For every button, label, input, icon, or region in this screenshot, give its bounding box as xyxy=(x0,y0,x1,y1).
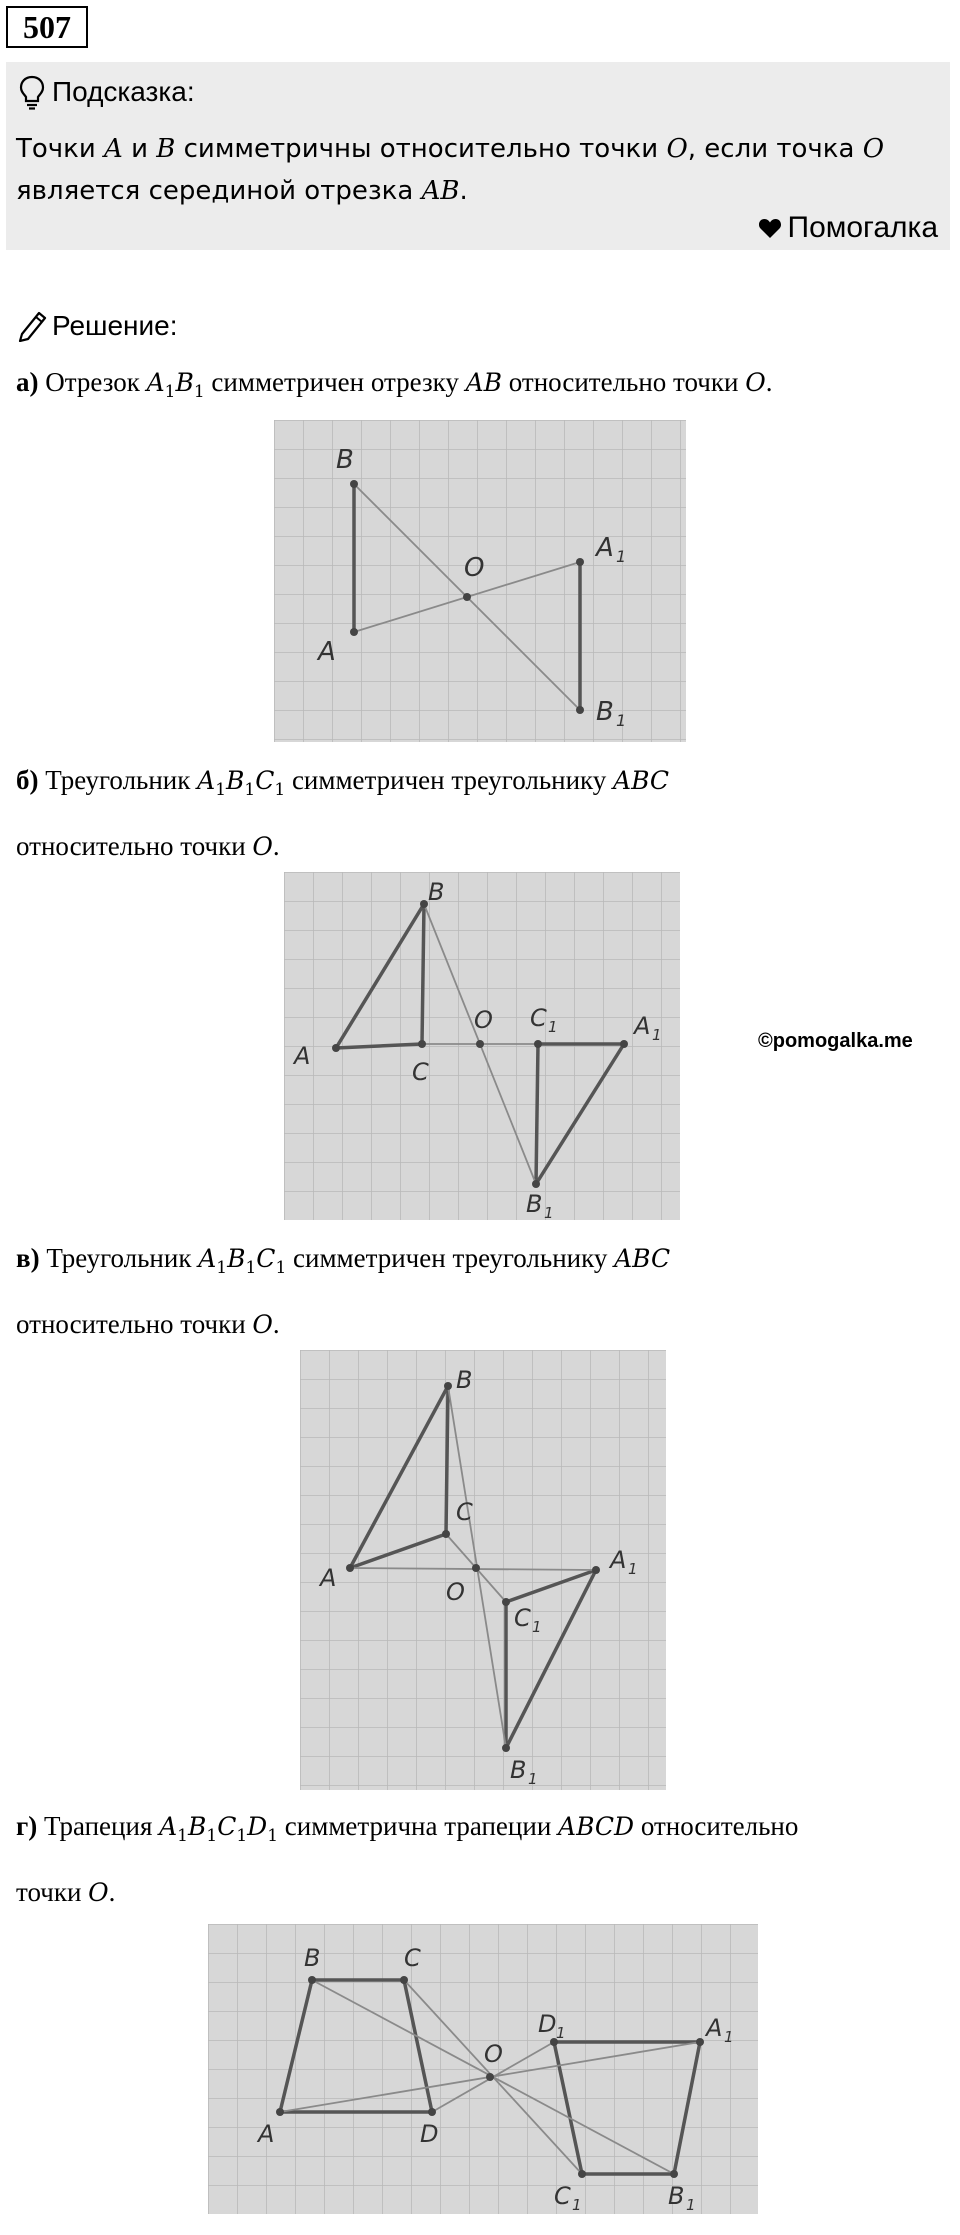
label-o: O xyxy=(474,1006,493,1034)
label-b: B xyxy=(304,1944,321,1972)
point-name: O xyxy=(745,368,766,397)
figure-name xyxy=(146,368,205,402)
part-a-letter: а) xyxy=(16,367,39,397)
part-text: симметричен треугольнику xyxy=(293,1243,608,1273)
subscript: 1 xyxy=(244,780,256,800)
label-b: B xyxy=(456,1366,473,1394)
subscript: 1 xyxy=(193,382,205,402)
hint-var: O xyxy=(666,134,688,164)
label-c1: C xyxy=(554,2182,571,2210)
var-c: C xyxy=(256,1244,276,1273)
point-b xyxy=(350,480,358,488)
point-o xyxy=(486,2073,494,2081)
var-a: A xyxy=(146,368,165,397)
subscript: 1 xyxy=(274,780,286,800)
subscript: 1 xyxy=(215,780,227,800)
label-b1-sub: 1 xyxy=(528,1770,538,1788)
label-a1: A xyxy=(706,2014,723,2042)
label-o: O xyxy=(484,2040,503,2068)
part-b-letter: б) xyxy=(16,765,39,795)
subscript: 1 xyxy=(206,1826,218,1846)
label-a: A xyxy=(294,1042,311,1070)
label-o: O xyxy=(464,553,485,583)
label-b1-sub: 1 xyxy=(686,2196,696,2214)
var-c: C xyxy=(255,766,275,795)
hint-text-part: , если точка xyxy=(687,134,863,164)
label-b: B xyxy=(336,445,354,475)
var-d: D xyxy=(247,1812,268,1841)
label-b1: B xyxy=(526,1190,543,1218)
figure-name: ABC xyxy=(614,1244,671,1273)
label-a: A xyxy=(258,2120,275,2148)
part-b-text xyxy=(16,752,946,875)
figure-g xyxy=(208,1924,758,2214)
figure-b xyxy=(284,872,680,1220)
part-text: относительно xyxy=(640,1811,799,1841)
heart-icon xyxy=(758,217,782,239)
label-a1: A xyxy=(634,1012,651,1040)
lightbulb-icon xyxy=(18,74,46,110)
point-c1 xyxy=(502,1598,510,1606)
var-a: A xyxy=(197,766,216,795)
label-a1-sub: 1 xyxy=(724,2028,734,2046)
point-a xyxy=(350,628,358,636)
subscript: 1 xyxy=(177,1826,188,1846)
point-name: O xyxy=(252,832,273,861)
hint-text-part: . xyxy=(459,176,468,206)
hint-text-part: симметричны относительно точки xyxy=(175,134,667,164)
period: . xyxy=(108,1877,116,1907)
part-text: точки xyxy=(16,1877,82,1907)
label-c1: C xyxy=(514,1604,531,1632)
hint-var: A xyxy=(104,134,123,164)
label-a1-sub: 1 xyxy=(616,547,627,566)
subscript: 1 xyxy=(236,1826,248,1846)
point-c xyxy=(442,1530,450,1538)
subscript: 1 xyxy=(245,1258,257,1278)
var-c: C xyxy=(217,1812,237,1841)
point-b1 xyxy=(576,706,584,714)
point-b1 xyxy=(502,1744,510,1752)
figure-name: ABCD xyxy=(558,1812,635,1841)
figure-a xyxy=(274,420,686,742)
subscript: 1 xyxy=(164,382,176,402)
part-text: относительно точки xyxy=(508,367,739,397)
period: . xyxy=(272,831,280,861)
var-b: B xyxy=(175,368,194,397)
point-a1 xyxy=(620,1040,628,1048)
label-a: A xyxy=(318,637,336,667)
point-c xyxy=(418,1040,426,1048)
part-g-text xyxy=(16,1798,946,1921)
part-text: относительно точки xyxy=(16,831,246,861)
var-a: A xyxy=(159,1812,178,1841)
subscript: 1 xyxy=(267,1826,279,1846)
label-a1: A xyxy=(596,533,614,563)
label-b1: B xyxy=(668,2182,685,2210)
part-text: Трапеция xyxy=(44,1811,153,1841)
part-text: симметричен треугольнику xyxy=(291,765,607,795)
hint-var: O xyxy=(862,134,885,164)
solution-title xyxy=(52,306,178,346)
label-a: A xyxy=(320,1564,337,1592)
figure-name: ABC xyxy=(613,766,670,795)
hint-text-part: и xyxy=(122,134,157,164)
segment-bc xyxy=(422,904,424,1044)
figure-name xyxy=(197,766,286,800)
label-b: B xyxy=(428,878,445,906)
point-b1 xyxy=(670,2170,678,2178)
point-name: O xyxy=(252,1310,273,1339)
var-a: A xyxy=(198,1244,217,1273)
subscript: 1 xyxy=(216,1258,228,1278)
label-b1-sub: 1 xyxy=(616,711,627,730)
label-a1: A xyxy=(610,1546,627,1574)
point-a xyxy=(332,1044,340,1052)
label-b1-sub: 1 xyxy=(544,1204,554,1220)
hint-var: AB xyxy=(421,176,460,206)
point-a xyxy=(276,2108,284,2116)
var-b: B xyxy=(188,1812,207,1841)
point-b xyxy=(444,1382,452,1390)
label-a1-sub: 1 xyxy=(628,1560,638,1578)
label-d: D xyxy=(420,2120,439,2148)
solution-title-text: Решение: xyxy=(52,310,178,341)
part-text: Треугольник xyxy=(46,1243,192,1273)
point-c xyxy=(400,1976,408,1984)
part-v-text xyxy=(16,1230,946,1353)
label-c: C xyxy=(456,1498,473,1526)
point-b xyxy=(308,1976,316,1984)
label-c1-sub: 1 xyxy=(572,2196,582,2214)
label-b1: B xyxy=(510,1756,527,1784)
part-text: Треугольник xyxy=(45,765,191,795)
credit-watermark: ©pomogalka.me xyxy=(758,1030,913,1052)
label-c: C xyxy=(412,1058,429,1086)
label-a1-sub: 1 xyxy=(652,1026,662,1044)
figure-name: AB xyxy=(465,368,503,397)
label-c1-sub: 1 xyxy=(532,1618,542,1636)
label-b1: B xyxy=(596,697,614,727)
point-b xyxy=(420,900,428,908)
pencil-icon xyxy=(16,308,48,342)
part-text: относительно точки xyxy=(16,1309,246,1339)
point-a xyxy=(346,1564,354,1572)
hint-text-part: Точки xyxy=(16,134,105,164)
hint-title: Подсказка: xyxy=(52,76,195,107)
segment-c1b1 xyxy=(536,1044,538,1184)
part-g-letter: г) xyxy=(16,1811,38,1841)
point-a1 xyxy=(576,558,584,566)
brand-link[interactable] xyxy=(758,208,939,248)
point-d xyxy=(428,2108,436,2116)
point-o xyxy=(472,1564,480,1572)
point-b1 xyxy=(532,1180,540,1188)
part-text: Отрезок xyxy=(45,367,140,397)
part-v-letter: в) xyxy=(16,1243,40,1273)
label-c: C xyxy=(404,1944,421,1972)
task-number: 507 xyxy=(6,6,88,48)
point-o xyxy=(476,1040,484,1048)
subscript: 1 xyxy=(275,1258,287,1278)
brand-label: Помогалка xyxy=(787,211,938,244)
segment-bc xyxy=(446,1386,448,1534)
label-o: O xyxy=(446,1578,465,1606)
label-d1: D xyxy=(538,2010,557,2038)
hint-text-part: является серединой отрезка xyxy=(16,176,422,206)
part-text: симметричен отрезку xyxy=(211,367,459,397)
var-b: B xyxy=(227,1244,246,1273)
label-c1: C xyxy=(530,1004,547,1032)
hint-text xyxy=(16,128,936,212)
figure-name xyxy=(159,1812,279,1846)
figure-name xyxy=(198,1244,287,1278)
part-a-text xyxy=(16,354,946,420)
label-d1-sub: 1 xyxy=(556,2024,566,2042)
part-text: симметрична трапеции xyxy=(284,1811,552,1841)
var-b: B xyxy=(226,766,245,795)
point-a1 xyxy=(696,2038,704,2046)
figure-v xyxy=(300,1350,666,1790)
point-c1 xyxy=(534,1040,542,1048)
point-name: O xyxy=(88,1878,109,1907)
period: . xyxy=(765,367,773,397)
point-a1 xyxy=(592,1566,600,1574)
hint-var: B xyxy=(156,134,176,164)
point-o xyxy=(463,593,471,601)
period: . xyxy=(272,1309,280,1339)
point-c1 xyxy=(578,2170,586,2178)
label-c1-sub: 1 xyxy=(548,1018,558,1036)
